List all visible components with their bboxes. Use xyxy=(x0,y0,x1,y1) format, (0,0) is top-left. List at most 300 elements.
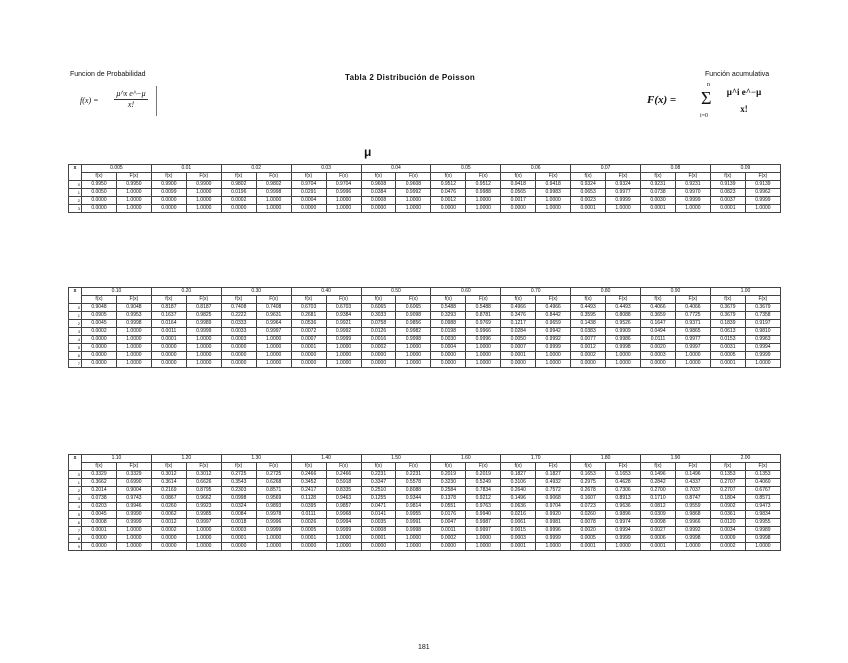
probability-cell: 1.0000 xyxy=(536,197,571,205)
probability-cell: 0.8088 xyxy=(606,312,641,320)
mu-value-header: 0.10 xyxy=(82,288,152,296)
probability-cell: 0.1128 xyxy=(291,495,326,503)
mu-value-header: 1.40 xyxy=(291,455,361,463)
probability-cell: 1.0000 xyxy=(256,535,291,543)
fx-header-row xyxy=(69,463,781,471)
mu-value-header: 1.60 xyxy=(431,455,501,463)
probability-cell: 0.9989 xyxy=(186,320,221,328)
pmf-column-header: f(x) xyxy=(291,463,326,471)
probability-cell: 0.9998 xyxy=(606,344,641,352)
x-value-cell: 1 xyxy=(69,189,82,197)
probability-cell: 0.9942 xyxy=(536,328,571,336)
pmf-formula-numerator: μ^x e^−μ xyxy=(114,89,148,100)
probability-cell: 0.9212 xyxy=(466,495,501,503)
probability-cell: 0.2169 xyxy=(151,487,186,495)
probability-cell: 0.6268 xyxy=(256,479,291,487)
probability-cell: 0.0030 xyxy=(641,197,676,205)
probability-cell: 0.0000 xyxy=(361,352,396,360)
probability-cell: 0.1637 xyxy=(151,312,186,320)
probability-cell: 0.0001 xyxy=(710,360,745,368)
probability-cell: 0.0008 xyxy=(82,519,117,527)
probability-cell: 1.0000 xyxy=(466,352,501,360)
probability-cell: 0.7037 xyxy=(675,487,710,495)
pmf-column-header: f(x) xyxy=(151,173,186,181)
probability-cell: 1.0000 xyxy=(116,543,151,551)
table-row xyxy=(69,328,781,336)
probability-cell: 0.0738 xyxy=(82,495,117,503)
mu-value-header: 0.40 xyxy=(291,288,361,296)
probability-cell: 0.0001 xyxy=(571,205,606,213)
probability-cell: 0.3543 xyxy=(221,479,256,487)
probability-cell: 0.0005 xyxy=(710,352,745,360)
probability-cell: 0.4493 xyxy=(571,304,606,312)
probability-cell: 0.9704 xyxy=(291,181,326,189)
probability-cell: 0.0002 xyxy=(571,352,606,360)
probability-cell: 0.0000 xyxy=(641,360,676,368)
probability-cell: 0.9802 xyxy=(221,181,256,189)
probability-cell: 0.0061 xyxy=(501,519,536,527)
probability-cell: 0.5249 xyxy=(466,479,501,487)
probability-cell: 1.0000 xyxy=(256,352,291,360)
x-column-header: x xyxy=(69,288,82,304)
probability-cell: 1.0000 xyxy=(606,352,641,360)
probability-cell: 0.9999 xyxy=(675,197,710,205)
probability-cell: 0.0077 xyxy=(571,336,606,344)
pmf-column-header: f(x) xyxy=(151,463,186,471)
probability-cell: 0.9964 xyxy=(256,320,291,328)
probability-cell: 0.9970 xyxy=(675,189,710,197)
probability-cell: 0.0000 xyxy=(431,205,466,213)
probability-cell: 1.0000 xyxy=(186,344,221,352)
probability-cell: 0.9992 xyxy=(326,328,361,336)
mu-value-header: 0.60 xyxy=(431,288,501,296)
probability-cell: 0.0309 xyxy=(641,511,676,519)
probability-cell: 1.0000 xyxy=(186,189,221,197)
table-row xyxy=(69,479,781,487)
probability-cell: 1.0000 xyxy=(326,543,361,551)
probability-cell: 0.5578 xyxy=(396,479,431,487)
cdf-column-header: F(x) xyxy=(536,296,571,304)
probability-cell: 0.0045 xyxy=(82,320,117,328)
probability-cell: 0.0260 xyxy=(571,511,606,519)
x-value-cell: 7 xyxy=(69,527,82,535)
probability-cell: 0.0084 xyxy=(221,511,256,519)
cdf-column-header: F(x) xyxy=(326,173,361,181)
probability-cell: 0.0000 xyxy=(361,360,396,368)
x-value-cell: 2 xyxy=(69,320,82,328)
probability-cell: 0.9946 xyxy=(116,503,151,511)
probability-cell: 0.0001 xyxy=(361,535,396,543)
cdf-column-header: F(x) xyxy=(396,173,431,181)
probability-cell: 0.9857 xyxy=(326,503,361,511)
probability-cell: 0.9977 xyxy=(675,336,710,344)
probability-cell: 1.0000 xyxy=(116,336,151,344)
probability-cell: 0.0176 xyxy=(431,511,466,519)
table-row xyxy=(69,535,781,543)
probability-cell: 0.2466 xyxy=(291,471,326,479)
probability-cell: 0.0015 xyxy=(501,527,536,535)
probability-cell: 0.9920 xyxy=(536,511,571,519)
pmf-label: Funcion de Probabilidad xyxy=(70,71,146,78)
pmf-column-header: f(x) xyxy=(82,173,117,181)
table-row xyxy=(69,197,781,205)
probability-cell: 0.7358 xyxy=(745,312,780,320)
probability-cell: 1.0000 xyxy=(186,527,221,535)
pmf-column-header: f(x) xyxy=(641,463,676,471)
probability-cell: 0.1496 xyxy=(641,471,676,479)
probability-cell: 0.9999 xyxy=(326,336,361,344)
probability-cell: 0.9996 xyxy=(466,336,501,344)
probability-cell: 0.9999 xyxy=(536,344,571,352)
probability-cell: 0.7408 xyxy=(221,304,256,312)
probability-cell: 0.2707 xyxy=(710,479,745,487)
probability-cell: 0.3012 xyxy=(186,471,221,479)
probability-cell: 0.0000 xyxy=(82,197,117,205)
probability-cell: 1.0000 xyxy=(606,360,641,368)
probability-cell: 1.0000 xyxy=(536,352,571,360)
probability-cell: 1.0000 xyxy=(116,527,151,535)
probability-cell: 0.0812 xyxy=(641,503,676,511)
x-column-header: x xyxy=(69,165,82,181)
probability-cell: 0.2019 xyxy=(431,471,466,479)
probability-cell: 0.6065 xyxy=(396,304,431,312)
probability-cell: 0.9992 xyxy=(536,336,571,344)
probability-cell: 0.3595 xyxy=(571,312,606,320)
mu-value-header: 0.70 xyxy=(501,288,571,296)
probability-cell: 0.3012 xyxy=(151,471,186,479)
probability-cell: 1.0000 xyxy=(396,543,431,551)
cdf-column-header: F(x) xyxy=(396,463,431,471)
probability-cell: 0.9955 xyxy=(745,519,780,527)
cdf-column-header: F(x) xyxy=(606,463,641,471)
probability-cell: 0.9856 xyxy=(396,320,431,328)
probability-cell: 0.9526 xyxy=(606,320,641,328)
probability-cell: 1.0000 xyxy=(396,344,431,352)
cdf-column-header: F(x) xyxy=(396,296,431,304)
cdf-formula-denominator: x! xyxy=(740,104,748,114)
mu-value-header: 2.00 xyxy=(710,455,780,463)
probability-cell: 0.9994 xyxy=(326,519,361,527)
probability-cell: 0.9909 xyxy=(606,328,641,336)
pmf-column-header: f(x) xyxy=(641,296,676,304)
probability-cell: 0.9231 xyxy=(675,181,710,189)
mu-value-header: 0.04 xyxy=(361,165,431,173)
probability-cell: 0.9994 xyxy=(745,344,780,352)
probability-cell: 1.0000 xyxy=(675,352,710,360)
pmf-column-header: f(x) xyxy=(710,173,745,181)
probability-cell: 0.0003 xyxy=(221,336,256,344)
x-value-cell: 3 xyxy=(69,495,82,503)
probability-cell: 1.0000 xyxy=(116,205,151,213)
probability-cell: 0.0471 xyxy=(361,503,396,511)
pmf-formula-fraction xyxy=(114,89,148,110)
pmf-column-header: f(x) xyxy=(571,296,606,304)
cdf-column-header: F(x) xyxy=(116,173,151,181)
probability-cell: 0.9344 xyxy=(396,495,431,503)
probability-cell: 0.9810 xyxy=(745,328,780,336)
probability-cell: 0.0998 xyxy=(221,495,256,503)
probability-cell: 0.6703 xyxy=(326,304,361,312)
probability-cell: 0.9802 xyxy=(256,181,291,189)
probability-cell: 1.0000 xyxy=(466,360,501,368)
probability-cell: 1.0000 xyxy=(745,205,780,213)
probability-cell: 0.0738 xyxy=(641,189,676,197)
x-value-cell: 0 xyxy=(69,304,82,312)
cdf-column-header: F(x) xyxy=(606,296,641,304)
probability-cell: 0.5488 xyxy=(466,304,501,312)
probability-cell: 0.7834 xyxy=(466,487,501,495)
probability-cell: 0.2510 xyxy=(361,487,396,495)
probability-cell: 0.3293 xyxy=(431,312,466,320)
probability-cell: 0.0009 xyxy=(710,535,745,543)
probability-cell: 1.0000 xyxy=(396,197,431,205)
probability-cell: 0.0006 xyxy=(641,535,676,543)
probability-cell: 0.0020 xyxy=(641,344,676,352)
probability-cell: 0.9950 xyxy=(82,181,117,189)
probability-cell: 0.0126 xyxy=(361,328,396,336)
probability-cell: 0.9769 xyxy=(466,320,501,328)
probability-cell: 0.0000 xyxy=(151,344,186,352)
probability-cell: 0.9999 xyxy=(186,328,221,336)
x-value-cell: 4 xyxy=(69,503,82,511)
probability-cell: 0.9983 xyxy=(536,189,571,197)
probability-cell: 0.0002 xyxy=(361,344,396,352)
probability-cell: 0.9968 xyxy=(326,511,361,519)
pmf-column-header: f(x) xyxy=(221,463,256,471)
probability-cell: 0.0012 xyxy=(431,197,466,205)
probability-cell: 0.9997 xyxy=(256,328,291,336)
pmf-column-header: f(x) xyxy=(641,173,676,181)
probability-cell: 0.0000 xyxy=(82,205,117,213)
probability-cell: 0.0000 xyxy=(571,360,606,368)
mu-header-row xyxy=(69,455,781,463)
probability-cell: 0.0905 xyxy=(82,312,117,320)
cdf-sum-upper: n xyxy=(707,82,710,88)
probability-cell: 1.0000 xyxy=(116,189,151,197)
probability-cell: 0.0000 xyxy=(151,543,186,551)
pmf-column-header: f(x) xyxy=(221,173,256,181)
probability-cell: 0.9963 xyxy=(745,336,780,344)
probability-cell: 0.8795 xyxy=(186,487,221,495)
probability-cell: 0.9974 xyxy=(606,519,641,527)
probability-cell: 0.0203 xyxy=(82,503,117,511)
probability-cell: 0.2700 xyxy=(641,487,676,495)
table-title: Tabla 2 Distribución de Poisson xyxy=(345,73,476,82)
probability-cell: 0.0000 xyxy=(431,543,466,551)
mu-heading: μ xyxy=(364,145,372,159)
probability-cell: 0.0002 xyxy=(221,197,256,205)
probability-cell: 0.0153 xyxy=(710,336,745,344)
probability-cell: 1.0000 xyxy=(466,535,501,543)
probability-cell: 0.0395 xyxy=(291,503,326,511)
probability-cell: 0.5918 xyxy=(326,479,361,487)
probability-cell: 0.9982 xyxy=(396,328,431,336)
probability-cell: 0.0000 xyxy=(361,205,396,213)
probability-cell: 0.9659 xyxy=(536,320,571,328)
mu-value-header: 1.50 xyxy=(361,455,431,463)
probability-cell: 1.0000 xyxy=(396,205,431,213)
probability-cell: 0.1607 xyxy=(571,495,606,503)
pmf-column-header: f(x) xyxy=(501,463,536,471)
probability-cell: 0.9371 xyxy=(675,320,710,328)
poisson-table-1 xyxy=(68,164,781,213)
probability-cell: 0.0164 xyxy=(151,320,186,328)
probability-cell: 0.9139 xyxy=(710,181,745,189)
probability-cell: 0.9996 xyxy=(326,189,361,197)
probability-cell: 0.9999 xyxy=(606,535,641,543)
x-value-cell: 1 xyxy=(69,479,82,487)
cdf-column-header: F(x) xyxy=(326,463,361,471)
pmf-column-header: f(x) xyxy=(571,173,606,181)
probability-cell: 0.9962 xyxy=(745,189,780,197)
probability-cell: 0.9893 xyxy=(256,503,291,511)
probability-cell: 1.0000 xyxy=(256,205,291,213)
probability-cell: 0.0565 xyxy=(501,189,536,197)
probability-cell: 0.9231 xyxy=(641,181,676,189)
probability-cell: 0.0004 xyxy=(291,197,326,205)
probability-cell: 0.3614 xyxy=(151,479,186,487)
poisson-table-2 xyxy=(68,287,781,368)
probability-cell: 1.0000 xyxy=(116,535,151,543)
probability-cell: 0.5488 xyxy=(431,304,466,312)
x-column-header: x xyxy=(69,455,82,471)
probability-cell: 0.9989 xyxy=(745,527,780,535)
probability-cell: 0.0001 xyxy=(291,344,326,352)
probability-cell: 0.0023 xyxy=(571,197,606,205)
probability-cell: 1.0000 xyxy=(186,205,221,213)
probability-cell: 0.0384 xyxy=(361,189,396,197)
probability-cell: 0.0291 xyxy=(291,189,326,197)
table-row xyxy=(69,352,781,360)
probability-cell: 0.4493 xyxy=(606,304,641,312)
pmf-formula xyxy=(80,86,157,116)
pmf-column-header: f(x) xyxy=(710,296,745,304)
pmf-column-header: f(x) xyxy=(571,463,606,471)
probability-cell: 0.3033 xyxy=(361,312,396,320)
probability-cell: 0.0062 xyxy=(151,511,186,519)
probability-cell: 0.0111 xyxy=(291,511,326,519)
probability-cell: 0.0001 xyxy=(641,205,676,213)
probability-cell: 0.3452 xyxy=(291,479,326,487)
probability-cell: 0.0099 xyxy=(151,189,186,197)
probability-cell: 0.9463 xyxy=(326,495,361,503)
probability-cell: 1.0000 xyxy=(116,352,151,360)
mu-value-header: 0.20 xyxy=(151,288,221,296)
pmf-column-header: f(x) xyxy=(361,463,396,471)
probability-cell: 0.0000 xyxy=(82,336,117,344)
probability-cell: 0.7408 xyxy=(256,304,291,312)
probability-cell: 0.2222 xyxy=(221,312,256,320)
table-row xyxy=(69,304,781,312)
probability-cell: 0.9763 xyxy=(466,503,501,511)
probability-cell: 0.4066 xyxy=(641,304,676,312)
probability-cell: 0.3329 xyxy=(116,471,151,479)
probability-cell: 0.0003 xyxy=(501,535,536,543)
probability-cell: 0.0551 xyxy=(431,503,466,511)
probability-cell: 0.9999 xyxy=(116,519,151,527)
probability-cell: 0.0902 xyxy=(710,503,745,511)
cdf-column-header: F(x) xyxy=(745,296,780,304)
cdf-formula-numerator: μ^i e^−μ xyxy=(726,87,762,97)
probability-cell: 0.4966 xyxy=(536,304,571,312)
probability-cell: 0.9999 xyxy=(745,197,780,205)
probability-cell: 1.0000 xyxy=(675,205,710,213)
mu-value-header: 0.06 xyxy=(501,165,571,173)
probability-cell: 0.0000 xyxy=(82,360,117,368)
probability-cell: 0.9704 xyxy=(326,181,361,189)
probability-cell: 0.9098 xyxy=(396,312,431,320)
probability-cell: 0.4628 xyxy=(606,479,641,487)
probability-cell: 0.8781 xyxy=(466,312,501,320)
probability-cell: 0.9921 xyxy=(326,320,361,328)
probability-cell: 0.0008 xyxy=(361,527,396,535)
x-value-cell: 6 xyxy=(69,519,82,527)
probability-cell: 0.0636 xyxy=(501,503,536,511)
x-value-cell: 3 xyxy=(69,328,82,336)
pmf-column-header: f(x) xyxy=(361,173,396,181)
cdf-column-header: F(x) xyxy=(466,173,501,181)
probability-cell: 0.9998 xyxy=(396,527,431,535)
probability-cell: 1.0000 xyxy=(466,205,501,213)
probability-cell: 0.0000 xyxy=(151,535,186,543)
probability-cell: 1.0000 xyxy=(116,360,151,368)
cdf-label: Función acumulativa xyxy=(705,71,770,78)
mu-value-header: 0.005 xyxy=(82,165,152,173)
cdf-formula-fraction xyxy=(719,84,769,118)
pmf-column-header: f(x) xyxy=(501,173,536,181)
x-value-cell: 9 xyxy=(69,543,82,551)
probability-cell: 0.1647 xyxy=(641,320,676,328)
cdf-column-header: F(x) xyxy=(675,296,710,304)
probability-cell: 0.0758 xyxy=(361,320,396,328)
probability-cell: 0.2303 xyxy=(221,487,256,495)
probability-cell: 0.9999 xyxy=(536,535,571,543)
x-value-cell: 4 xyxy=(69,336,82,344)
probability-cell: 0.3679 xyxy=(745,304,780,312)
probability-cell: 0.3347 xyxy=(361,479,396,487)
probability-cell: 0.0111 xyxy=(641,336,676,344)
cdf-column-header: F(x) xyxy=(186,173,221,181)
cdf-column-header: F(x) xyxy=(256,173,291,181)
probability-cell: 0.0333 xyxy=(221,320,256,328)
probability-cell: 1.0000 xyxy=(186,197,221,205)
probability-cell: 0.9990 xyxy=(116,511,151,519)
cdf-column-header: F(x) xyxy=(536,463,571,471)
probability-cell: 0.0007 xyxy=(501,344,536,352)
probability-cell: 0.9955 xyxy=(396,511,431,519)
probability-cell: 0.0000 xyxy=(431,352,466,360)
probability-cell: 0.9950 xyxy=(116,181,151,189)
probability-cell: 0.6703 xyxy=(291,304,326,312)
probability-cell: 0.1378 xyxy=(431,495,466,503)
x-value-cell: 6 xyxy=(69,352,82,360)
probability-cell: 0.0000 xyxy=(221,344,256,352)
table-row xyxy=(69,487,781,495)
probability-cell: 0.0011 xyxy=(151,328,186,336)
mu-value-header: 1.80 xyxy=(571,455,641,463)
probability-cell: 0.7306 xyxy=(606,487,641,495)
probability-cell: 0.0045 xyxy=(82,511,117,519)
probability-cell: 0.0020 xyxy=(571,527,606,535)
probability-cell: 0.9998 xyxy=(256,189,291,197)
probability-cell: 0.0000 xyxy=(291,352,326,360)
probability-cell: 0.2640 xyxy=(501,487,536,495)
probability-cell: 0.0012 xyxy=(571,344,606,352)
probability-cell: 0.8571 xyxy=(256,487,291,495)
probability-cell: 0.0494 xyxy=(641,328,676,336)
probability-cell: 0.9743 xyxy=(116,495,151,503)
probability-cell: 0.0001 xyxy=(641,543,676,551)
